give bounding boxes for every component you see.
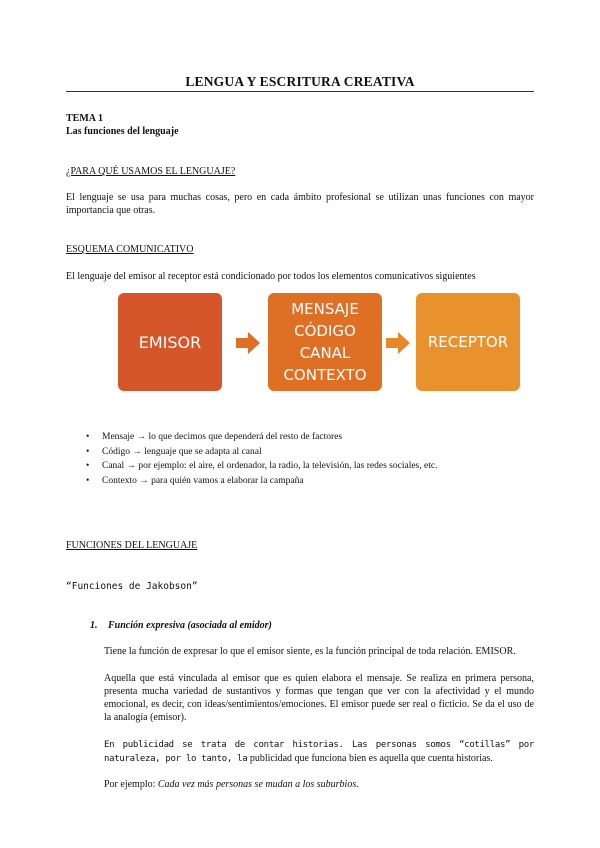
receptor-box [416,293,520,391]
function-heading [90,619,534,632]
tema-label: TEMA 1 [66,113,103,124]
receptor-label: RECEPTOR [427,333,509,351]
function-paragraph-3 [104,738,534,766]
jakobson-quote: “Funciones de Jakobson” [66,581,198,592]
function-example [104,778,534,791]
section-heading-para-que: ¿PARA QUÉ USAMOS EL LENGUAJE? [66,166,236,177]
section-heading-funciones: FUNCIONES DEL LENGUAJE [66,540,198,551]
emisor-box [118,293,222,391]
function-paragraph-1: Tiene la función de expresar lo que el emisor siente, es la función principal de toda relación. EMISOR. [104,646,516,657]
example-text: Cada vez más personas se mudan a los suburbios. [157,779,359,790]
arrow-right-icon [386,330,412,356]
function-title: Función expresiva (asociada al emidor) [108,620,272,631]
bullet-icon: • [86,475,90,486]
title-divider [66,91,534,92]
function-paragraph-3-rest: publicidad que funciona bien es aquella que cuenta historias. [249,753,493,764]
emisor-label: EMISOR [138,332,202,352]
list-item: • Canal → por ejemplo: el aire, el ordenador, la radio, la televisión, las redes sociales, etc. [66,459,534,474]
function-paragraph-3-lead: En publicidad se trata de contar historias. Las personas somos “cotillas” por naturaleza, por lo tanto, la [104,740,534,764]
arrow-right-icon [236,330,262,356]
list-item: • Contexto → para quién vamos a elaborar la campaña [66,474,534,489]
mensaje-label: MENSAJE [291,300,359,318]
function-number: 1. [90,620,98,631]
list-item: • Código → lenguaje que se adapta al canal [66,445,534,460]
bullet-icon: • [86,446,90,457]
bullet-icon: • [86,461,90,471]
message-elements-box [268,293,382,391]
section-heading-esquema: ESQUEMA COMUNICATIVO [66,244,194,255]
document-title: LENGUA Y ESCRITURA CREATIVA [185,74,415,89]
codigo-label: CÓDIGO [294,322,356,340]
contexto-label: CONTEXTO [283,366,367,384]
tema-subtitle: Las funciones del lenguaje [66,126,179,137]
example-label: Por ejemplo: [104,779,158,790]
bullet-icon: • [86,432,90,442]
communication-elements-list [66,430,534,488]
canal-label: CANAL [299,344,351,362]
section-text-esquema: El lenguaje del emisor al receptor está condicionado por todos los elementos comunicativos siguientes [66,271,476,282]
section-text-para-que: El lenguaje se usa para muchas cosas, pero en cada ámbito profesional se utilizan unas funciones con mayor importancia que otras. [66,192,534,216]
function-paragraph-2: Aquella que está vinculada al emisor que es quien elabora el mensaje. Se realiza en primera persona, presenta mucha variedad de sustantivos y formas que tengan que ver con la afectividad y el mundo emocional, es decir, con ideas/sentimientos/emociones. El emisor puede ser real o ficticio. Se da el uso de la analogía (emisor). [104,673,534,723]
list-item: • Mensaje → lo que decimos que dependerá del resto de factores [66,430,534,445]
